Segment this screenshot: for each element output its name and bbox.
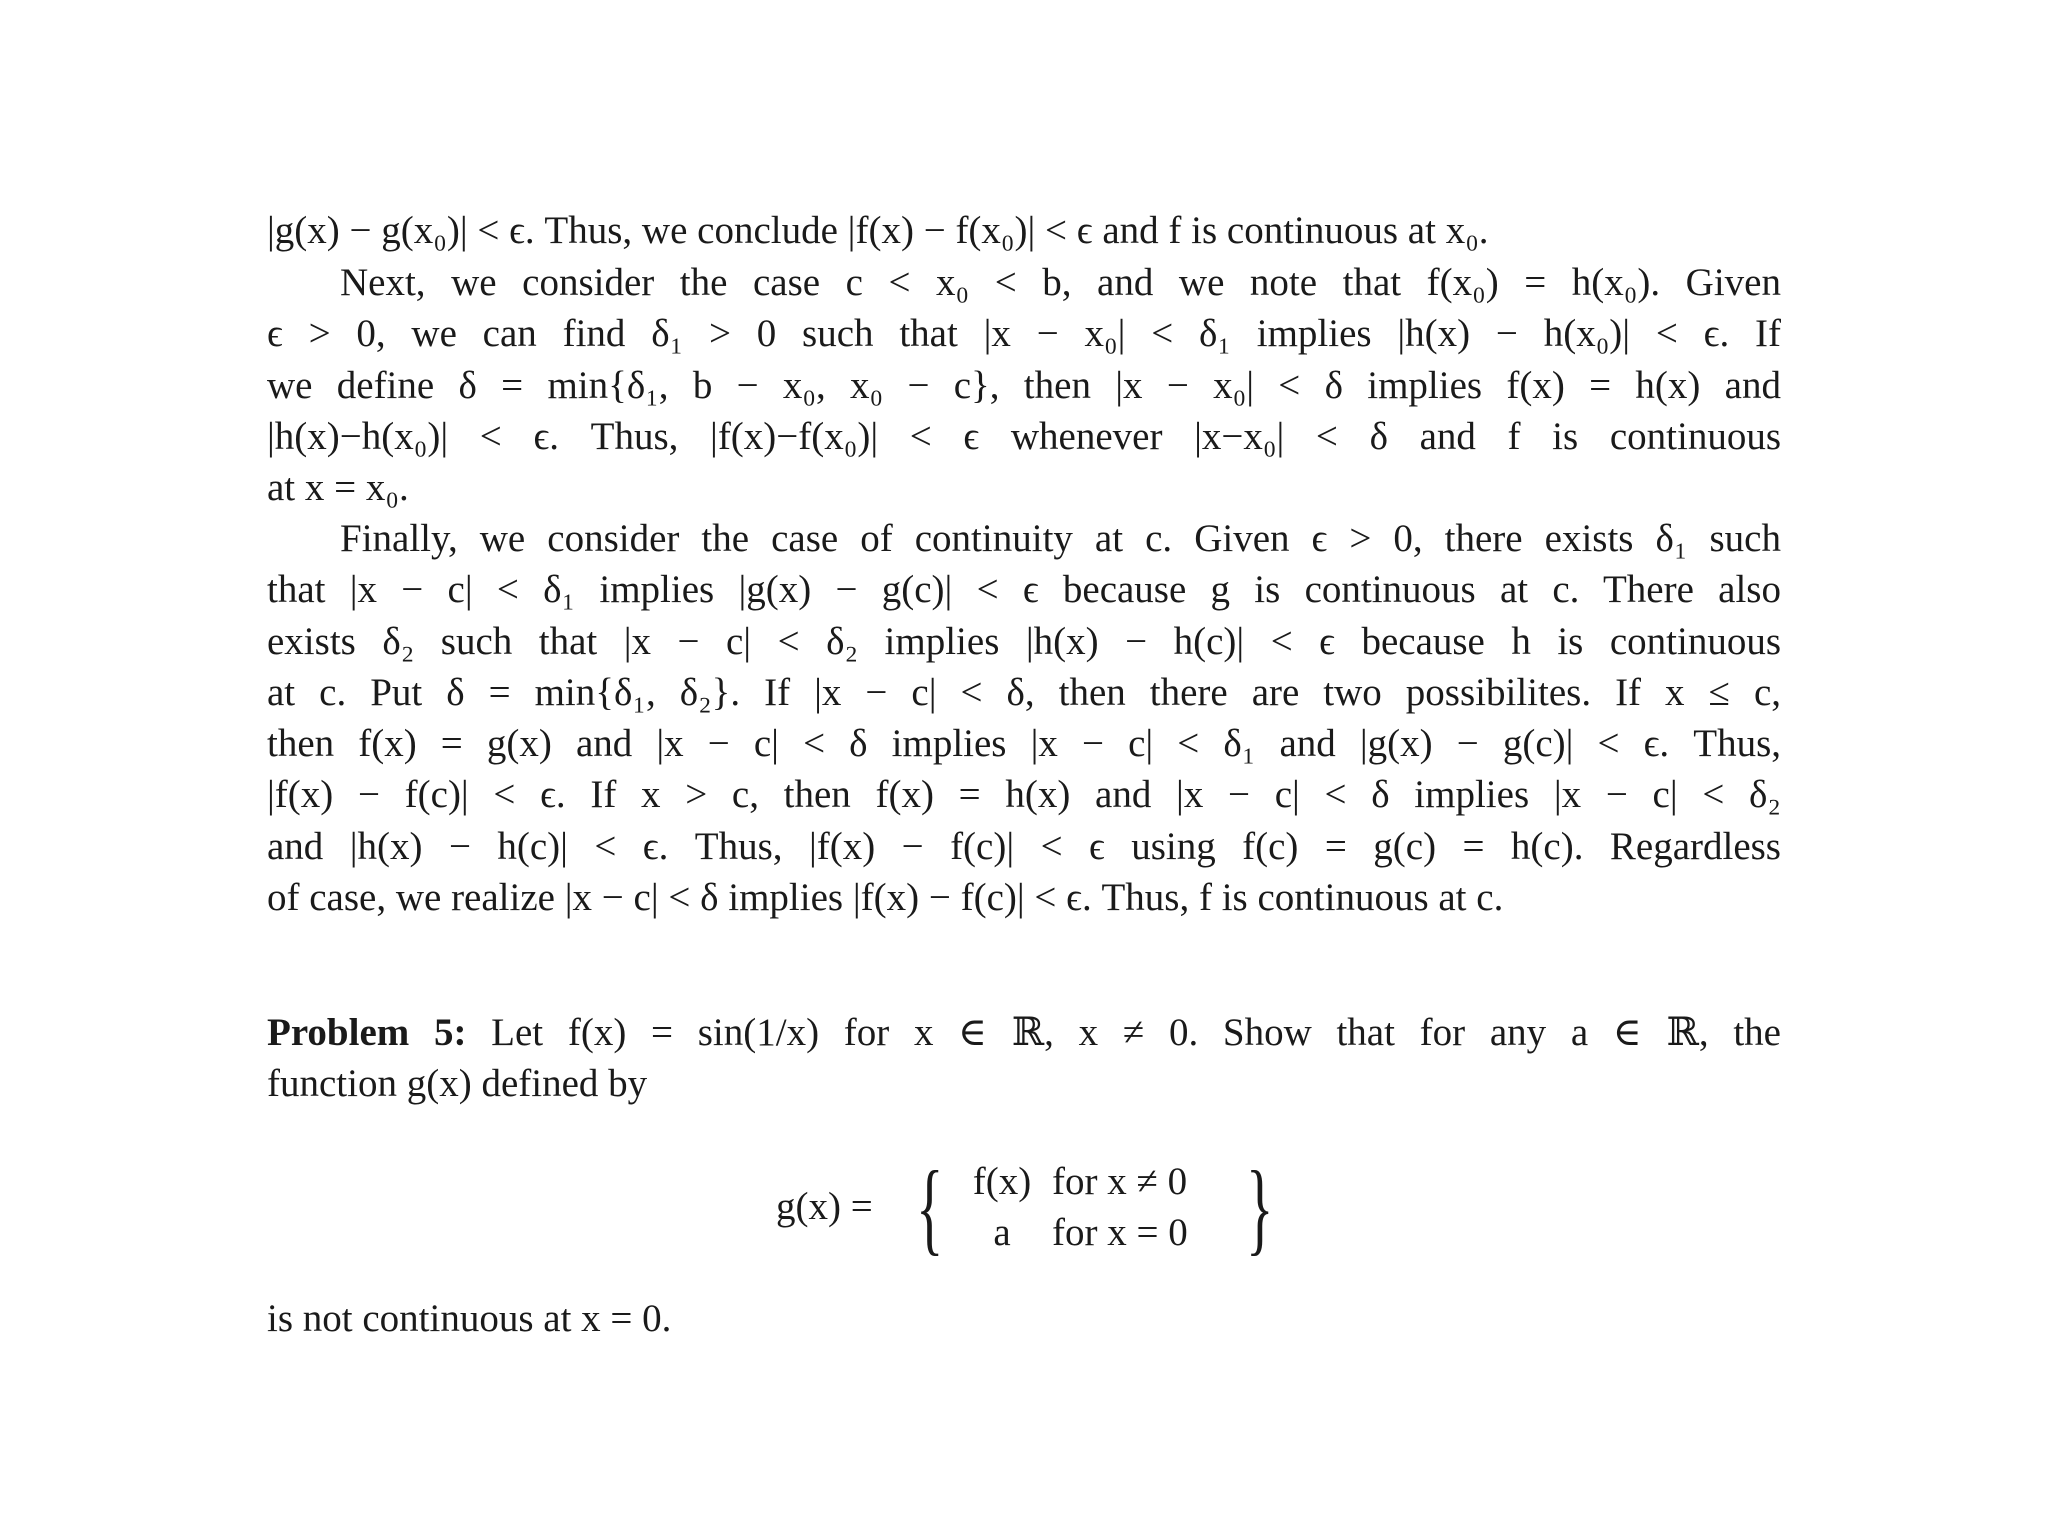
text-line: exists δ₂ such that |x − c| < δ₂ implies |h(x) − h(c)| < ϵ because h is continuous — [267, 619, 1781, 663]
problem-label: Problem 5: — [267, 1011, 467, 1054]
case-value: a — [993, 1211, 1011, 1254]
paragraph-case-c-lt-x0-lt-b — [267, 257, 1781, 513]
text-line: |h(x)−h(x₀)| < ϵ. Thus, |f(x)−f(x₀)| < ϵ whenever |x−x₀| < δ and f is continuous — [267, 414, 1781, 458]
equation-lhs: g(x) = — [776, 1185, 873, 1228]
text-line: at x = x₀. — [267, 466, 409, 510]
text-line: is not continuous at x = 0. — [267, 1297, 672, 1340]
text-line: ϵ > 0, we can find δ₁ > 0 such that |x − x₀| < δ₁ implies |h(x) − h(x₀)| < ϵ. If — [267, 312, 1781, 356]
text-line: we define δ = min{δ₁, b − x₀, x₀ − c}, then |x − x₀| < δ implies f(x) = h(x) and — [267, 363, 1781, 407]
case-condition: for x ≠ 0 — [1052, 1160, 1188, 1203]
text-line: |g(x) − g(x₀)| < ϵ. Thus, we conclude |f(x) − f(x₀)| < ϵ and f is continuous at x₀. — [267, 209, 1489, 252]
text-line: function g(x) defined by — [267, 1062, 648, 1106]
case-condition: for x = 0 — [1052, 1211, 1188, 1254]
text-line: |f(x) − f(c)| < ϵ. If x > c, then f(x) = h(x) and |x − c| < δ implies |x − c| < δ₂ — [267, 773, 1781, 817]
left-brace: { — [916, 1150, 944, 1265]
text-line: at c. Put δ = min{δ₁, δ₂}. If |x − c| < δ, then there are two possibilites. If x ≤ c, — [267, 670, 1781, 714]
text-line — [267, 1007, 1781, 1058]
text-line: of case, we realize |x − c| < δ implies |f(x) − f(c)| < ϵ. Thus, f is continuous at c. — [267, 876, 1504, 920]
paragraph-continuity-at-c — [267, 513, 1781, 923]
problem-text: Let f(x) = sin(1/x) for x ∈ ℝ, x ≠ 0. Show that for any a ∈ ℝ, the — [491, 1011, 1781, 1054]
text-line: that |x − c| < δ₁ implies |g(x) − g(c)| < ϵ because g is continuous at c. There also — [267, 568, 1781, 612]
paragraph-continuity-at-x0-first-case — [267, 205, 1781, 256]
case-value: f(x) — [972, 1160, 1032, 1203]
right-brace: } — [1246, 1150, 1274, 1265]
text-line: Finally, we consider the case of continuity at c. Given ϵ > 0, there exists δ₁ such — [340, 517, 1781, 560]
equation-case-row — [960, 1207, 1188, 1258]
text-line: Next, we consider the case c < x₀ < b, and we note that f(x₀) = h(x₀). Given — [340, 261, 1781, 304]
problem-5-statement — [267, 1007, 1781, 1110]
problem-conclusion — [267, 1293, 1781, 1344]
equation-case-row — [960, 1156, 1187, 1207]
text-line: and |h(x) − h(c)| < ϵ. Thus, |f(x) − f(c)| < ϵ using f(c) = g(c) = h(c). Regardless — [267, 824, 1781, 868]
text-line: then f(x) = g(x) and |x − c| < δ implies |x − c| < δ₁ and |g(x) − g(c)| < ϵ. Thus, — [267, 722, 1781, 766]
